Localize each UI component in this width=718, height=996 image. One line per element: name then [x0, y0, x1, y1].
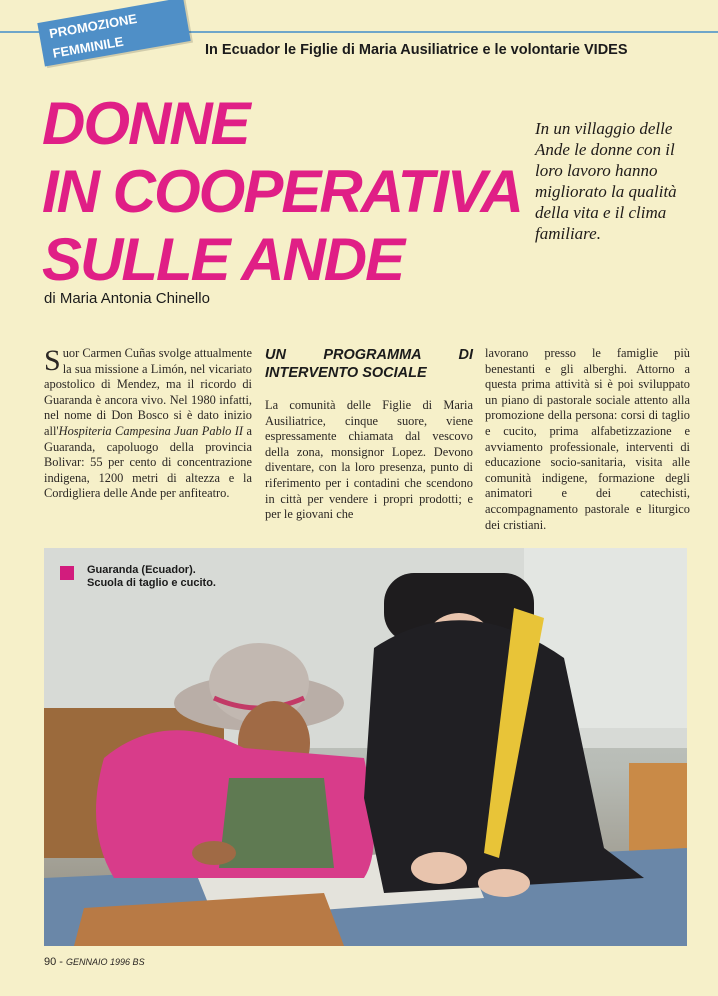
caption-square — [60, 566, 74, 580]
headline — [42, 90, 522, 294]
kicker: In Ecuador le Figlie di Maria Ausiliatrice e le volontarie VIDES — [205, 42, 628, 58]
page-footer — [44, 956, 145, 968]
page-number: 90 — [44, 956, 57, 968]
headline-line-3: SULLE ANDE — [42, 226, 404, 293]
text-run: uor Carmen Cuñas svolge attualmente la sua missione a Limón, nel vicariato apostolico di Mendez, ma il ricordo di Guaranda è ancora vivo. Nel 1980 infatti, nel nome di Don Bosco si è dato inizio all' — [44, 346, 252, 438]
standfirst: In un villaggio delle Ande le donne con il loro lavoro hanno migliorato la qualità della vita e il clima familiare. — [535, 119, 677, 243]
text-run: a Guaranda, capoluogo della provincia Bolivar: 55 per cento di concentrazione indigena, 1200 metri di altezza e la Cordigliera delle Ande per anfiteatro. — [44, 423, 252, 501]
headline-line-1: DONNE — [42, 90, 249, 157]
paragraph: lavorano presso le famiglie più benestanti e gli alberghi. Attorno a questa prima attività si è poi sviluppato un piano di pastorale sociale attento alla promozione della persona: corsi di taglio e cucito, prima alfabetizzazione e avviamento professionale, interventi di educazione socio-sanitaria, visita alle comunità indigene, formazione degli animatori e dei catechisti, accompagnamento pastorale e liturgico dei cristiani. — [485, 346, 690, 532]
article-column-1 — [44, 346, 252, 502]
paragraph — [44, 346, 252, 502]
caption-line-2: Scuola di taglio e cucito. — [87, 576, 216, 589]
section-tag-line-1: PROMOZIONE — [48, 10, 139, 42]
drop-cap: S — [44, 344, 61, 377]
byline: di Maria Antonia Chinello — [44, 290, 210, 307]
article-column-3 — [485, 346, 690, 533]
photo-caption — [60, 564, 216, 589]
article-column-2 — [265, 346, 473, 523]
paragraph: La comunità delle Figlie di Maria Ausiliatrice, cinque suore, viene espressamente chiamata dal vescovo della zona, monsignor Lopez. Devono diventare, con la loro presenza, punto di riferimento per i contadini che scendono in città per vendere i propri prodotti; e per le giovani che — [265, 398, 473, 522]
footer-separator: - — [56, 956, 67, 968]
section-tag — [37, 0, 190, 67]
caption-line-1: Guaranda (Ecuador). — [87, 564, 196, 576]
subheading: UN PROGRAMMA DI INTERVENTO SOCIALE — [265, 347, 473, 381]
section-tag-line-2: FEMMINILE — [51, 33, 125, 61]
photo-illustration — [44, 548, 687, 946]
issue-label: GENNAIO 1996 BS — [66, 957, 145, 967]
headline-line-2: IN COOPERATIVA — [42, 158, 522, 225]
emphasis-text: Hospiteria Campesina Juan Pablo II — [58, 423, 244, 438]
photo — [44, 548, 687, 946]
